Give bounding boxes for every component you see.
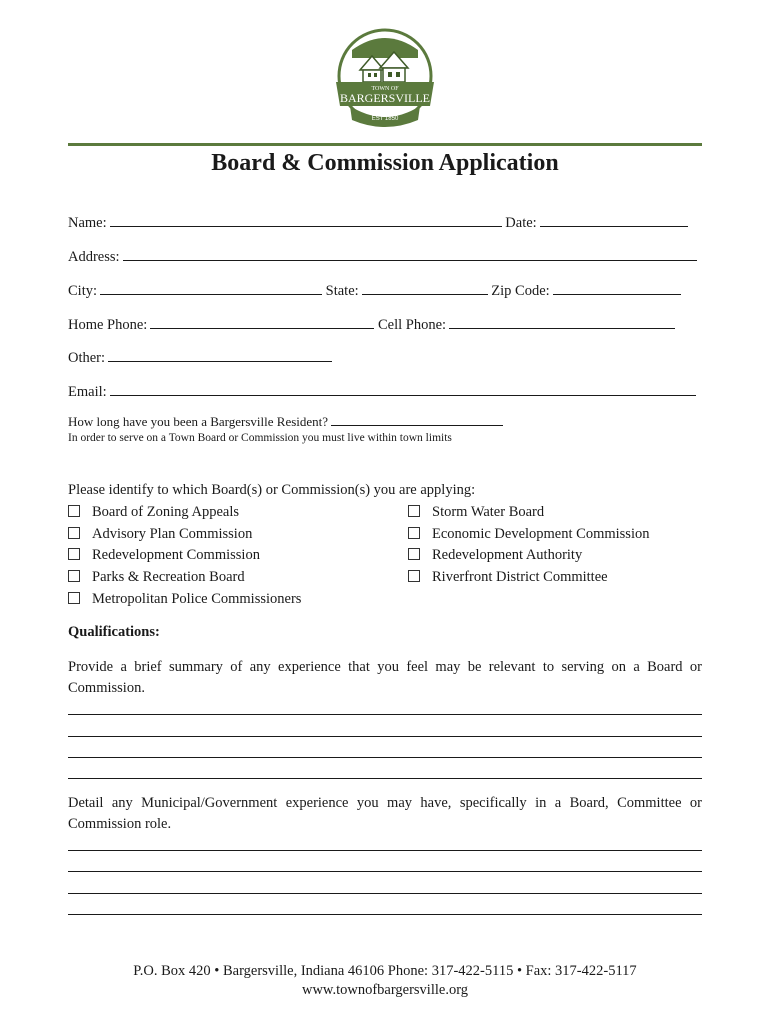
date-field[interactable] — [540, 212, 688, 227]
board-option[interactable] — [68, 591, 301, 608]
board-option-label: Redevelopment Authority — [432, 547, 583, 563]
state-field[interactable] — [362, 280, 488, 295]
board-option[interactable] — [68, 526, 252, 543]
email-label: Email: — [68, 384, 107, 400]
footer-address: P.O. Box 420 • Bargersville, Indiana 46106 Phone: 317-422-5115 • Fax: 317-422-5117 — [133, 963, 637, 979]
checkbox[interactable] — [408, 527, 420, 539]
checkbox[interactable] — [408, 505, 420, 517]
answer-line[interactable] — [68, 871, 702, 872]
address-label: Address: — [68, 249, 120, 265]
bargersville-logo — [330, 28, 440, 128]
other-field[interactable] — [108, 347, 332, 362]
board-option-label: Metropolitan Police Commissioners — [92, 591, 302, 607]
email-field[interactable] — [110, 381, 696, 396]
board-option-label: Riverfront District Committee — [432, 569, 608, 585]
answer-line[interactable] — [68, 778, 702, 779]
cell-phone-field[interactable] — [449, 314, 675, 329]
board-option-label: Redevelopment Commission — [92, 547, 260, 563]
state-label: State: — [325, 283, 359, 299]
board-option[interactable] — [408, 504, 544, 521]
answer-line[interactable] — [68, 736, 702, 737]
zip-field[interactable] — [553, 280, 681, 295]
checkbox[interactable] — [68, 592, 80, 604]
residency-note: In order to serve on a Town Board or Commission you must live within town limits — [68, 432, 452, 444]
board-option[interactable] — [68, 504, 239, 521]
boards-prompt: Please identify to which Board(s) or Commission(s) you are applying: — [68, 482, 476, 498]
answer-line[interactable] — [68, 914, 702, 915]
other-label: Other: — [68, 350, 106, 366]
page-title: Board & Commission Application — [211, 150, 559, 176]
board-option-label: Board of Zoning Appeals — [92, 504, 239, 520]
answer-line[interactable] — [68, 893, 702, 894]
board-option[interactable] — [408, 569, 608, 586]
board-option-label: Parks & Recreation Board — [92, 569, 245, 585]
board-option-label: Storm Water Board — [432, 504, 545, 520]
answer-line[interactable] — [68, 850, 702, 851]
logo-name: BARGERSVILLE — [340, 91, 430, 105]
home-phone-field[interactable] — [150, 314, 374, 329]
answer-line[interactable] — [68, 757, 702, 758]
checkbox[interactable] — [68, 527, 80, 539]
logo-established: EST 1850 — [371, 116, 399, 122]
address-field[interactable] — [123, 246, 697, 261]
checkbox[interactable] — [68, 548, 80, 560]
checkbox[interactable] — [68, 505, 80, 517]
checkbox[interactable] — [408, 548, 420, 560]
logo-town-of: TOWN OF — [371, 86, 399, 92]
date-label: Date: — [505, 215, 537, 231]
home-phone-label: Home Phone: — [68, 317, 148, 333]
footer-website[interactable]: www.townofbargersville.org — [301, 982, 469, 998]
header-rule — [68, 143, 702, 146]
city-label: City: — [68, 283, 98, 299]
cell-phone-label: Cell Phone: — [377, 317, 447, 333]
qualifications-heading: Qualifications: — [68, 624, 160, 640]
question-government: Detail any Municipal/Government experience you may have, specifically in a Board, Committee or Commission role. — [68, 795, 702, 832]
board-option[interactable] — [408, 526, 649, 543]
checkbox[interactable] — [408, 570, 420, 582]
board-option[interactable] — [408, 547, 582, 564]
board-option[interactable] — [68, 547, 260, 564]
answer-line[interactable] — [68, 714, 702, 715]
board-option-label: Advisory Plan Commission — [92, 526, 253, 542]
city-field[interactable] — [100, 280, 322, 295]
question-experience: Provide a brief summary of any experience that you feel may be relevant to serving on a Board or Commission. — [68, 659, 702, 696]
board-option-label: Economic Development Commission — [432, 526, 650, 542]
residency-question: How long have you been a Bargersville Resident? — [68, 414, 329, 429]
name-field[interactable] — [110, 212, 502, 227]
zip-label: Zip Code: — [491, 283, 550, 299]
checkbox[interactable] — [68, 570, 80, 582]
board-option[interactable] — [68, 569, 245, 586]
name-label: Name: — [68, 215, 107, 231]
residency-field[interactable] — [331, 413, 503, 426]
